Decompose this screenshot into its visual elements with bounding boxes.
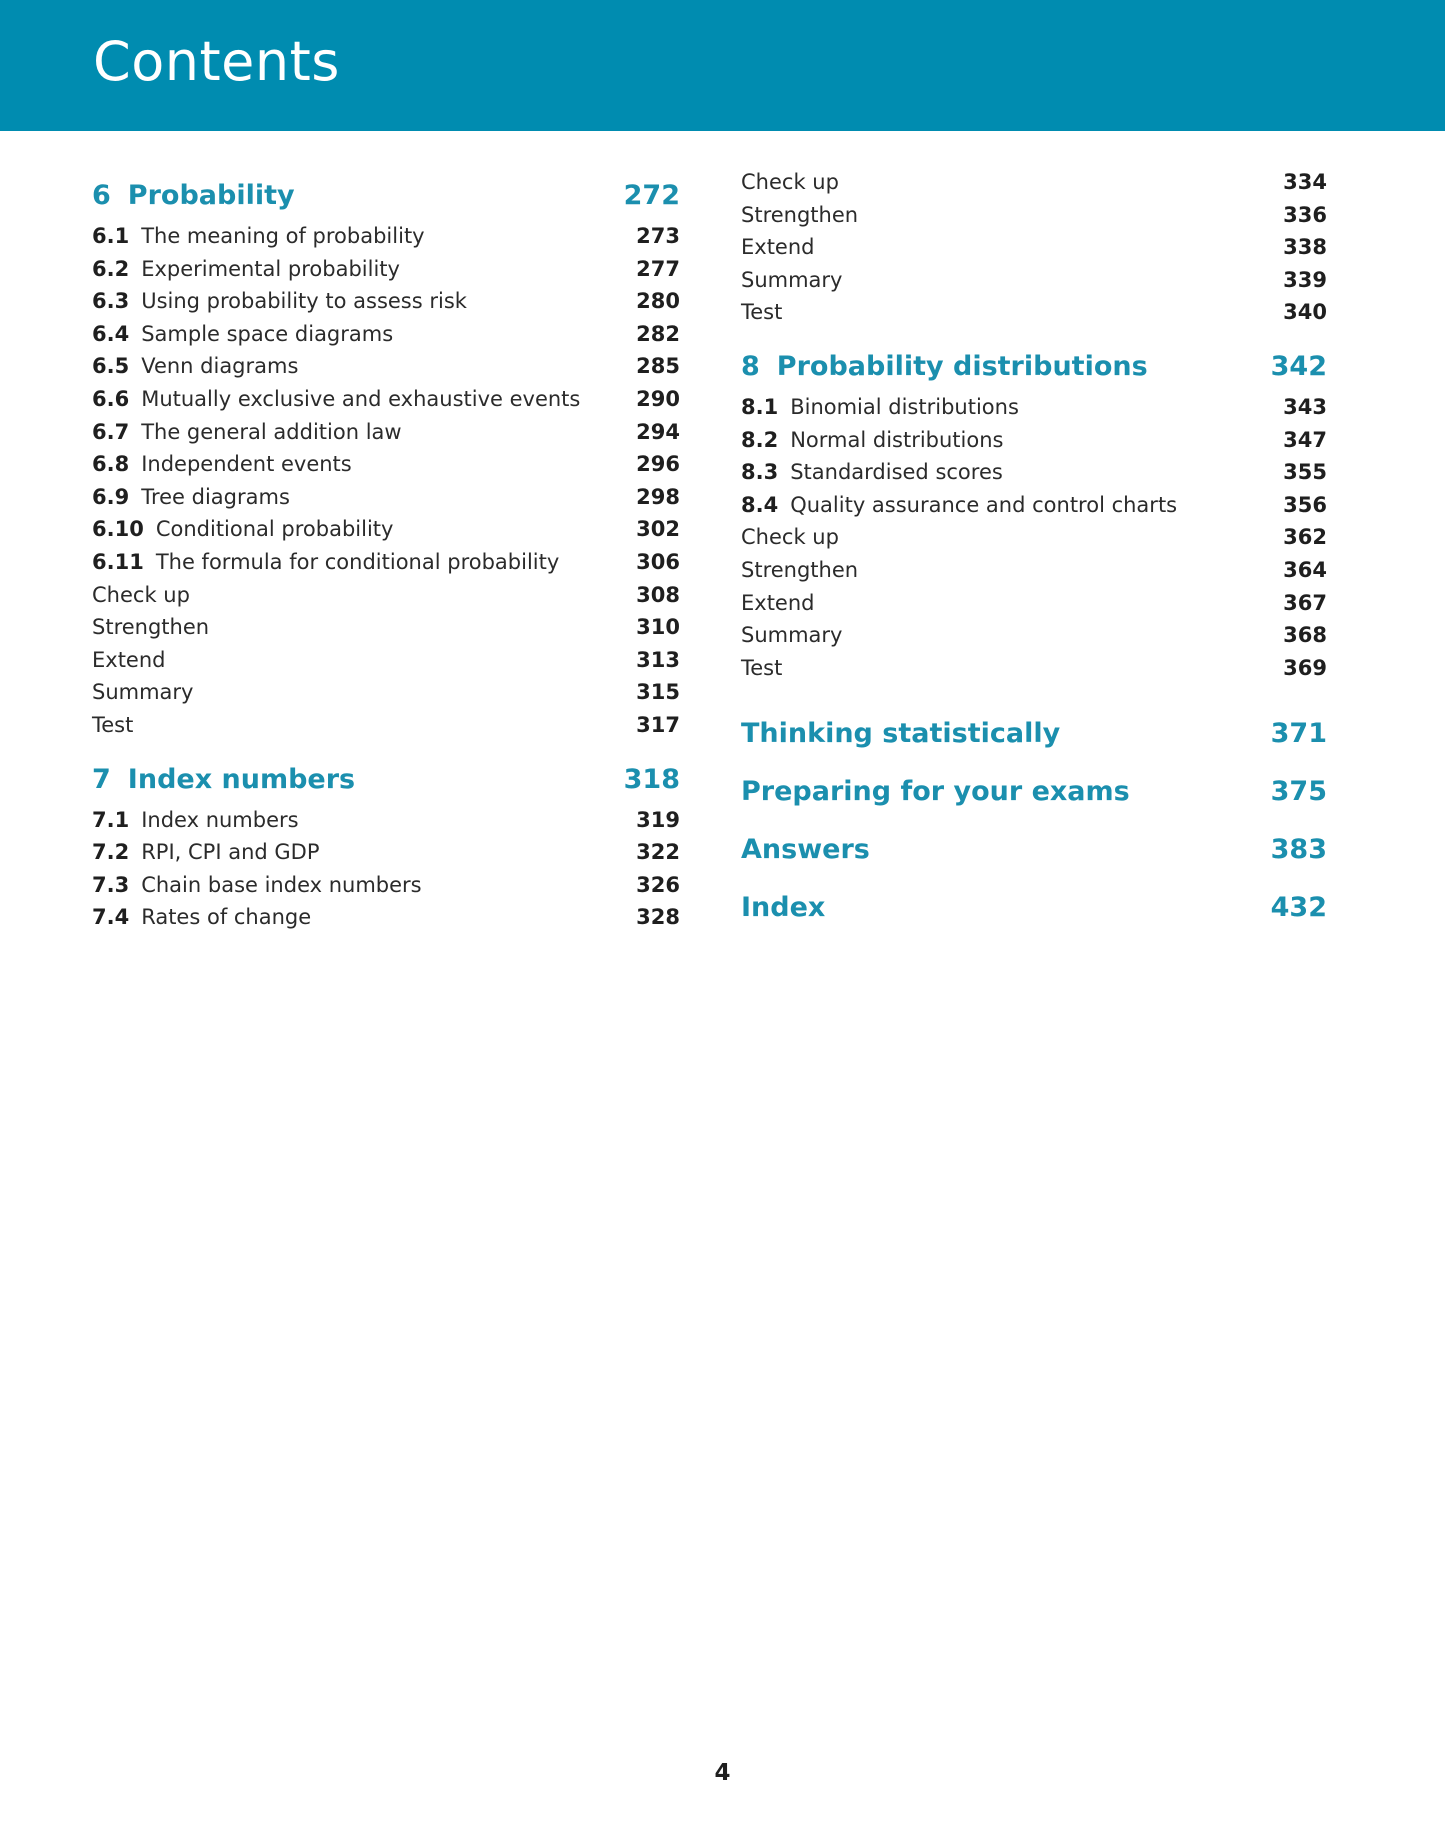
- chapter-heading[interactable]: [92, 172, 680, 220]
- toc-entry[interactable]: [92, 869, 680, 902]
- toc-entry-label: [92, 253, 400, 286]
- section-title: Rates of change: [141, 905, 312, 930]
- toc-entry[interactable]: [741, 521, 1327, 554]
- toc-entry-label: [741, 166, 839, 199]
- section-number: 6.5: [92, 354, 130, 379]
- section-number: 8.3: [741, 460, 779, 485]
- page-title: Contents: [93, 30, 340, 93]
- section-number: 8.2: [741, 427, 779, 452]
- chapter-number: 6: [92, 180, 111, 211]
- section-page: 306: [636, 549, 680, 574]
- toc-entry-label: [741, 264, 842, 297]
- chapter-page: 432: [1270, 892, 1327, 924]
- section-title: Venn diagrams: [141, 354, 299, 379]
- section-number: 6.1: [92, 224, 130, 248]
- section-page: 356: [1283, 492, 1327, 517]
- section-title: Test: [92, 712, 134, 737]
- toc-entry[interactable]: [92, 546, 680, 579]
- section-title: Tree diagrams: [141, 484, 290, 509]
- toc-entry[interactable]: [741, 652, 1327, 685]
- section-page: 310: [636, 615, 680, 640]
- section-page: 296: [636, 452, 680, 477]
- toc-entry-label: [741, 587, 815, 620]
- chapter-heading[interactable]: [741, 343, 1327, 391]
- chapter-page: 375: [1270, 776, 1327, 808]
- toc-entry[interactable]: [741, 296, 1327, 329]
- section-title: Using probability to assess risk: [141, 289, 467, 314]
- toc-entry-label: [92, 709, 133, 742]
- chapter-number: 7: [92, 763, 111, 795]
- chapter-heading-label: [741, 826, 870, 874]
- toc-entry-label: [92, 804, 299, 837]
- section-page: 282: [636, 321, 680, 346]
- section-title: Extend: [741, 590, 815, 615]
- toc-entry-label: [741, 619, 842, 652]
- chapter-heading-label: [741, 343, 1148, 391]
- toc-entry-label: [741, 296, 782, 329]
- toc-entry-label: [92, 546, 559, 579]
- section-number: 6.2: [92, 256, 130, 281]
- toc-entry-label: [92, 676, 193, 709]
- toc-entry[interactable]: [741, 264, 1327, 297]
- chapter-heading-label: [741, 768, 1130, 816]
- section-page: 308: [636, 582, 680, 607]
- toc-entry[interactable]: [741, 619, 1327, 652]
- chapter-page: 318: [623, 763, 680, 795]
- toc-entry[interactable]: [741, 166, 1327, 199]
- chapter-page: 342: [1270, 350, 1327, 382]
- section-page: 294: [636, 419, 680, 444]
- section-page: 328: [636, 905, 680, 930]
- section-title: Test: [741, 655, 783, 680]
- section-page: 368: [1283, 623, 1327, 648]
- section-title: Check up: [741, 170, 839, 194]
- toc-entry[interactable]: [92, 836, 680, 869]
- chapter-heading-label: [92, 172, 295, 220]
- section-number: 6.8: [92, 452, 130, 477]
- toc-entry-label: [92, 869, 422, 902]
- toc-entry[interactable]: [741, 231, 1327, 264]
- toc-entry[interactable]: [92, 285, 680, 318]
- toc-entry[interactable]: [92, 709, 680, 742]
- section-page: 364: [1283, 557, 1327, 582]
- toc-entry[interactable]: [92, 579, 680, 612]
- toc-entry[interactable]: [92, 611, 680, 644]
- section-title: Strengthen: [92, 615, 210, 640]
- toc-entry[interactable]: [92, 416, 680, 449]
- section-title: The general addition law: [141, 419, 402, 444]
- section-title: Experimental probability: [141, 256, 400, 281]
- section-title: Quality assurance and control charts: [790, 492, 1178, 517]
- section-title: Normal distributions: [790, 427, 1004, 452]
- section-title: Check up: [92, 582, 190, 607]
- section-number: 6.6: [92, 386, 130, 411]
- chapter-page: 272: [623, 180, 680, 211]
- section-page: 273: [636, 224, 680, 248]
- special-section-heading[interactable]: [741, 710, 1327, 758]
- section-number: 6.9: [92, 484, 130, 509]
- chapter-heading[interactable]: [92, 756, 680, 804]
- toc-entry-label: [92, 513, 393, 546]
- section-title: Mutually exclusive and exhaustive events: [141, 386, 581, 411]
- toc-entry-label: [92, 416, 402, 449]
- section-title: The meaning of probability: [141, 224, 425, 248]
- page-number: 4: [714, 1760, 731, 1786]
- toc-entry[interactable]: [92, 676, 680, 709]
- toc-entry[interactable]: [741, 199, 1327, 232]
- section-page: 340: [1283, 300, 1327, 325]
- section-number: 6.4: [92, 321, 130, 346]
- toc-entry[interactable]: [92, 644, 680, 677]
- section-page: 338: [1283, 235, 1327, 260]
- section-title: Extend: [741, 235, 815, 260]
- toc-entry[interactable]: [92, 318, 680, 351]
- section-number: 6.7: [92, 419, 130, 444]
- toc-entry[interactable]: [741, 489, 1327, 522]
- section-title: Binomial distributions: [790, 394, 1019, 419]
- toc-entry[interactable]: [741, 554, 1327, 587]
- section-page: 280: [636, 289, 680, 314]
- section-title: The formula for conditional probability: [155, 549, 560, 574]
- section-number: 6.10: [92, 517, 144, 542]
- toc-entry-label: [92, 220, 425, 253]
- toc-left-column: [92, 172, 680, 934]
- toc-entry[interactable]: [92, 513, 680, 546]
- toc-entry[interactable]: [741, 391, 1327, 424]
- section-title: Test: [741, 300, 783, 325]
- section-number: 7.1: [92, 807, 130, 832]
- special-section-heading[interactable]: [741, 826, 1327, 874]
- toc-entry[interactable]: [92, 383, 680, 416]
- chapter-title: Index: [741, 892, 826, 924]
- chapter-page: 383: [1270, 834, 1327, 866]
- toc-entry[interactable]: [741, 424, 1327, 457]
- section-number: 6.3: [92, 289, 130, 314]
- chapter-page: 371: [1270, 718, 1327, 750]
- toc-entry-label: [741, 521, 839, 554]
- section-page: 362: [1283, 525, 1327, 550]
- section-number: 8.4: [741, 492, 779, 517]
- toc-entry[interactable]: [92, 901, 680, 934]
- chapter-title: Answers: [741, 834, 870, 866]
- toc-entry-label: [92, 644, 166, 677]
- toc-entry-label: [741, 424, 1003, 457]
- toc-entry-label: [92, 579, 190, 612]
- toc-entry[interactable]: [92, 804, 680, 837]
- section-title: Conditional probability: [155, 517, 394, 542]
- toc-entry-label: [92, 611, 209, 644]
- special-section-heading[interactable]: [741, 884, 1327, 932]
- section-page: 277: [636, 256, 680, 281]
- toc-entry-label: [92, 318, 393, 351]
- section-number: 6.11: [92, 549, 144, 574]
- section-number: 7.4: [92, 905, 130, 930]
- toc-entry-label: [741, 231, 815, 264]
- toc-entry-label: [741, 652, 782, 685]
- section-page: 369: [1283, 655, 1327, 680]
- section-number: 7.3: [92, 872, 130, 897]
- chapter-title: Probability distributions: [776, 350, 1148, 382]
- section-title: Sample space diagrams: [141, 321, 394, 346]
- section-page: 334: [1283, 170, 1327, 194]
- section-title: Extend: [92, 647, 166, 672]
- section-page: 336: [1283, 202, 1327, 227]
- toc-entry-label: [741, 199, 858, 232]
- section-page: 298: [636, 484, 680, 509]
- toc-entry[interactable]: [92, 220, 680, 253]
- toc-entry-label: [92, 836, 320, 869]
- toc-entry[interactable]: [741, 587, 1327, 620]
- section-title: Independent events: [141, 452, 352, 477]
- section-page: 326: [636, 872, 680, 897]
- section-title: Chain base index numbers: [141, 872, 422, 897]
- section-page: 317: [636, 712, 680, 737]
- section-title: RPI, CPI and GDP: [141, 840, 320, 865]
- section-title: Standardised scores: [790, 460, 1003, 485]
- toc-entry-label: [92, 901, 311, 934]
- toc-entry-label: [741, 391, 1019, 424]
- section-page: 367: [1283, 590, 1327, 615]
- toc-entry-label: [92, 285, 467, 318]
- section-page: 313: [636, 647, 680, 672]
- section-title: Summary: [741, 623, 843, 648]
- chapter-heading-label: [741, 710, 1060, 758]
- toc-entry-label: [92, 448, 352, 481]
- section-page: 302: [636, 517, 680, 542]
- toc-entry-label: [741, 489, 1177, 522]
- toc-right-column: [741, 172, 1327, 932]
- toc-entry-label: [92, 383, 580, 416]
- section-page: 339: [1283, 267, 1327, 292]
- chapter-heading-label: [92, 756, 355, 804]
- chapter-title: Preparing for your exams: [741, 776, 1130, 808]
- toc-entry-label: [92, 481, 290, 514]
- section-page: 322: [636, 840, 680, 865]
- section-number: 8.1: [741, 394, 779, 419]
- section-title: Summary: [92, 680, 194, 705]
- chapter-title: Index numbers: [127, 763, 356, 795]
- section-title: Strengthen: [741, 202, 859, 227]
- section-page: 343: [1283, 394, 1327, 419]
- toc-entry-label: [92, 350, 298, 383]
- header-band: [0, 0, 1445, 131]
- chapter-number: 8: [741, 350, 760, 382]
- toc-entry-label: [741, 554, 858, 587]
- section-page: 319: [636, 807, 680, 832]
- section-title: Strengthen: [741, 557, 859, 582]
- section-page: 285: [636, 354, 680, 379]
- toc-entry[interactable]: [741, 456, 1327, 489]
- section-title: Check up: [741, 525, 839, 550]
- section-page: 355: [1283, 460, 1327, 485]
- toc-entry-label: [741, 456, 1003, 489]
- section-page: 315: [636, 680, 680, 705]
- section-title: Summary: [741, 267, 843, 292]
- toc-entry[interactable]: [92, 481, 680, 514]
- section-number: 7.2: [92, 840, 130, 865]
- toc-entry[interactable]: [92, 350, 680, 383]
- toc-entry[interactable]: [92, 253, 680, 286]
- chapter-heading-label: [741, 884, 825, 932]
- chapter-title: Probability: [127, 180, 295, 211]
- chapter-title: Thinking statistically: [741, 718, 1061, 750]
- section-page: 290: [636, 386, 680, 411]
- special-section-heading[interactable]: [741, 768, 1327, 816]
- section-page: 347: [1283, 427, 1327, 452]
- section-title: Index numbers: [141, 807, 299, 832]
- toc-entry[interactable]: [92, 448, 680, 481]
